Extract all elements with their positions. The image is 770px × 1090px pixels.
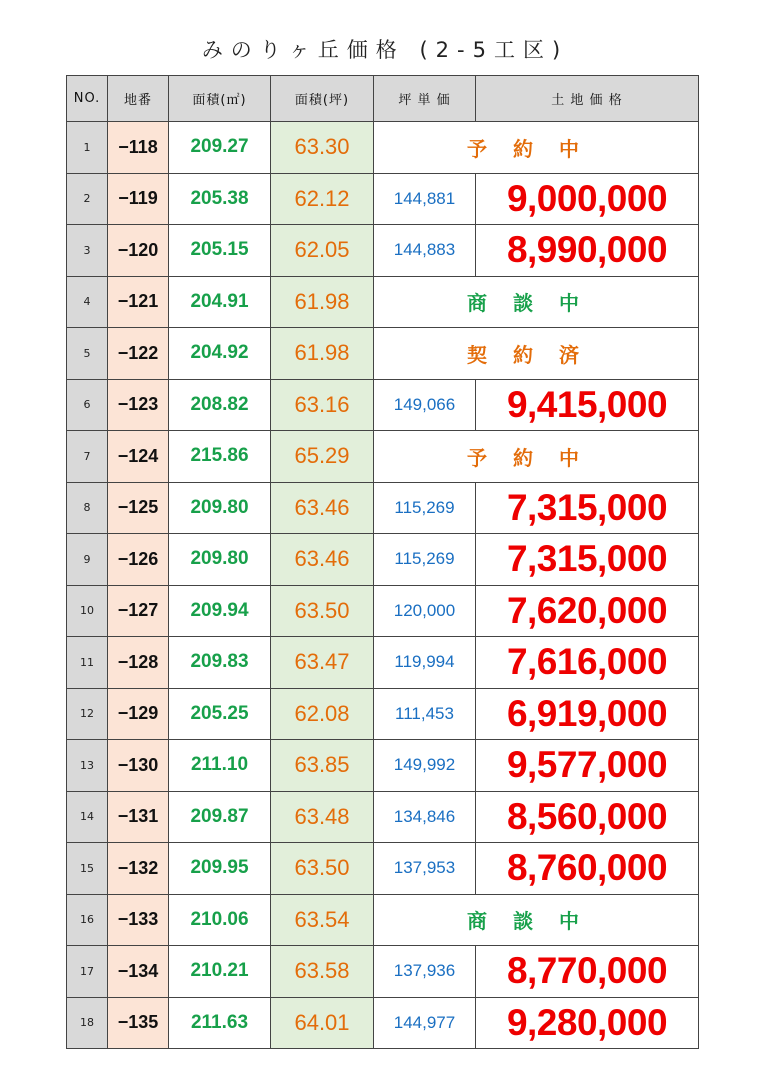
unit-price-cell: 120,000 xyxy=(374,585,476,637)
header-no: NO. xyxy=(67,76,108,122)
area-tsubo-cell: 63.47 xyxy=(271,637,374,689)
unit-price-cell: 115,269 xyxy=(374,534,476,586)
area-tsubo-cell: 62.05 xyxy=(271,225,374,277)
land-price-cell: 9,000,000 xyxy=(476,173,699,225)
table-row xyxy=(67,843,699,895)
row-number: 5 xyxy=(67,328,108,380)
area-sqm-cell: 209.94 xyxy=(169,585,271,637)
area-tsubo-cell: 63.16 xyxy=(271,379,374,431)
lot-number-cell: −126 xyxy=(108,534,169,586)
area-tsubo-cell: 64.01 xyxy=(271,997,374,1049)
area-sqm-cell: 205.38 xyxy=(169,173,271,225)
area-sqm-cell: 204.91 xyxy=(169,276,271,328)
area-sqm-cell: 211.10 xyxy=(169,740,271,792)
unit-price-cell: 119,994 xyxy=(374,637,476,689)
row-number: 16 xyxy=(67,894,108,946)
status-cell: 契約済 xyxy=(374,328,699,380)
unit-price-cell: 137,953 xyxy=(374,843,476,895)
table-row xyxy=(67,946,699,998)
lot-number-cell: −132 xyxy=(108,843,169,895)
lot-number-cell: −123 xyxy=(108,379,169,431)
area-sqm-cell: 208.82 xyxy=(169,379,271,431)
table-row xyxy=(67,431,699,483)
unit-price-cell: 149,066 xyxy=(374,379,476,431)
unit-price-cell: 137,936 xyxy=(374,946,476,998)
status-cell: 予約中 xyxy=(374,431,699,483)
status-cell: 商談中 xyxy=(374,276,699,328)
table-row xyxy=(67,482,699,534)
row-number: 18 xyxy=(67,997,108,1049)
lot-number-cell: −120 xyxy=(108,225,169,277)
row-number: 6 xyxy=(67,379,108,431)
lot-number-cell: −119 xyxy=(108,173,169,225)
row-number: 4 xyxy=(67,276,108,328)
status-cell: 商談中 xyxy=(374,894,699,946)
unit-price-cell: 144,883 xyxy=(374,225,476,277)
area-sqm-cell: 210.06 xyxy=(169,894,271,946)
unit-price-cell: 134,846 xyxy=(374,791,476,843)
area-tsubo-cell: 63.46 xyxy=(271,534,374,586)
area-tsubo-cell: 61.98 xyxy=(271,276,374,328)
table-header-row xyxy=(67,76,699,122)
area-tsubo-cell: 62.08 xyxy=(271,688,374,740)
table-row xyxy=(67,740,699,792)
lot-number-cell: −135 xyxy=(108,997,169,1049)
lot-number-cell: −127 xyxy=(108,585,169,637)
lot-number-cell: −134 xyxy=(108,946,169,998)
table-row xyxy=(67,122,699,174)
table-row xyxy=(67,173,699,225)
lot-number-cell: −129 xyxy=(108,688,169,740)
area-sqm-cell: 211.63 xyxy=(169,997,271,1049)
area-tsubo-cell: 63.54 xyxy=(271,894,374,946)
row-number: 10 xyxy=(67,585,108,637)
area-sqm-cell: 209.87 xyxy=(169,791,271,843)
table-row xyxy=(67,585,699,637)
table-row xyxy=(67,534,699,586)
lot-number-cell: −124 xyxy=(108,431,169,483)
lot-number-cell: −122 xyxy=(108,328,169,380)
lot-number-cell: −121 xyxy=(108,276,169,328)
land-price-cell: 7,620,000 xyxy=(476,585,699,637)
row-number: 2 xyxy=(67,173,108,225)
unit-price-cell: 111,453 xyxy=(374,688,476,740)
row-number: 8 xyxy=(67,482,108,534)
table-row xyxy=(67,894,699,946)
unit-price-cell: 144,977 xyxy=(374,997,476,1049)
area-tsubo-cell: 65.29 xyxy=(271,431,374,483)
area-sqm-cell: 209.80 xyxy=(169,482,271,534)
area-sqm-cell: 204.92 xyxy=(169,328,271,380)
price-table xyxy=(66,75,699,1049)
lot-number-cell: −131 xyxy=(108,791,169,843)
area-tsubo-cell: 63.50 xyxy=(271,843,374,895)
row-number: 12 xyxy=(67,688,108,740)
lot-number-cell: −128 xyxy=(108,637,169,689)
table-row xyxy=(67,637,699,689)
area-sqm-cell: 209.83 xyxy=(169,637,271,689)
land-price-cell: 9,280,000 xyxy=(476,997,699,1049)
area-sqm-cell: 209.27 xyxy=(169,122,271,174)
table-row xyxy=(67,791,699,843)
land-price-cell: 7,315,000 xyxy=(476,534,699,586)
area-tsubo-cell: 63.30 xyxy=(271,122,374,174)
table-row xyxy=(67,276,699,328)
header-land-price: 土 地 価 格 xyxy=(476,76,699,122)
lot-number-cell: −118 xyxy=(108,122,169,174)
header-lot-number: 地番 xyxy=(108,76,169,122)
area-tsubo-cell: 61.98 xyxy=(271,328,374,380)
land-price-cell: 8,760,000 xyxy=(476,843,699,895)
table-row xyxy=(67,379,699,431)
lot-number-cell: −133 xyxy=(108,894,169,946)
row-number: 14 xyxy=(67,791,108,843)
land-price-cell: 7,616,000 xyxy=(476,637,699,689)
area-tsubo-cell: 62.12 xyxy=(271,173,374,225)
area-sqm-cell: 205.15 xyxy=(169,225,271,277)
area-tsubo-cell: 63.50 xyxy=(271,585,374,637)
area-sqm-cell: 215.86 xyxy=(169,431,271,483)
area-sqm-cell: 205.25 xyxy=(169,688,271,740)
land-price-cell: 7,315,000 xyxy=(476,482,699,534)
header-unit-price: 坪 単 価 xyxy=(374,76,476,122)
row-number: 15 xyxy=(67,843,108,895)
land-price-cell: 8,770,000 xyxy=(476,946,699,998)
area-tsubo-cell: 63.85 xyxy=(271,740,374,792)
area-tsubo-cell: 63.48 xyxy=(271,791,374,843)
row-number: 3 xyxy=(67,225,108,277)
status-cell: 予約中 xyxy=(374,122,699,174)
area-sqm-cell: 209.80 xyxy=(169,534,271,586)
land-price-cell: 6,919,000 xyxy=(476,688,699,740)
area-tsubo-cell: 63.58 xyxy=(271,946,374,998)
area-tsubo-cell: 63.46 xyxy=(271,482,374,534)
unit-price-cell: 149,992 xyxy=(374,740,476,792)
header-area-sqm: 面積(㎡) xyxy=(169,76,271,122)
row-number: 7 xyxy=(67,431,108,483)
page-title: みのりヶ丘価格 (2-5工区) xyxy=(201,38,569,62)
land-price-cell: 9,577,000 xyxy=(476,740,699,792)
unit-price-cell: 115,269 xyxy=(374,482,476,534)
lot-number-cell: −125 xyxy=(108,482,169,534)
row-number: 11 xyxy=(67,637,108,689)
table-row xyxy=(67,688,699,740)
header-area-tsubo: 面積(坪) xyxy=(271,76,374,122)
land-price-cell: 9,415,000 xyxy=(476,379,699,431)
table-row xyxy=(67,225,699,277)
table-row xyxy=(67,997,699,1049)
row-number: 17 xyxy=(67,946,108,998)
row-number: 9 xyxy=(67,534,108,586)
table-row xyxy=(67,328,699,380)
lot-number-cell: −130 xyxy=(108,740,169,792)
row-number: 13 xyxy=(67,740,108,792)
area-sqm-cell: 209.95 xyxy=(169,843,271,895)
area-sqm-cell: 210.21 xyxy=(169,946,271,998)
land-price-cell: 8,560,000 xyxy=(476,791,699,843)
land-price-cell: 8,990,000 xyxy=(476,225,699,277)
row-number: 1 xyxy=(67,122,108,174)
unit-price-cell: 144,881 xyxy=(374,173,476,225)
table-body xyxy=(67,122,699,1049)
